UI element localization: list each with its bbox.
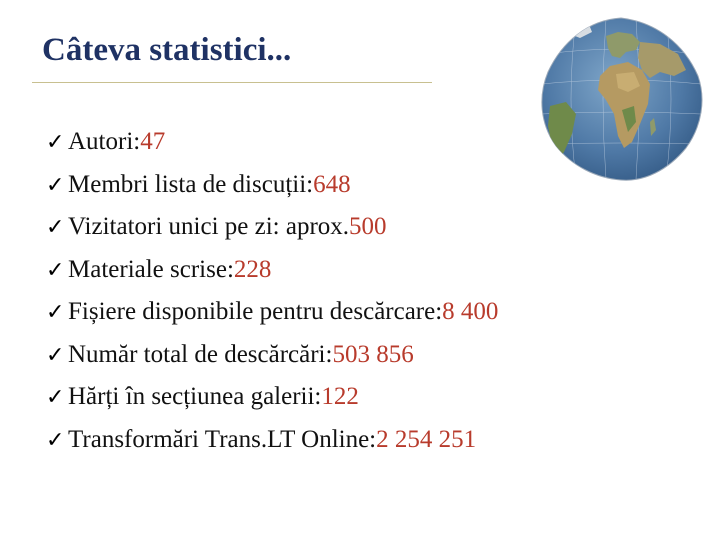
stat-value: 8 400	[442, 298, 499, 325]
stat-value: 648	[313, 170, 351, 198]
stat-label: Fișiere disponibile pentru descărcare:	[68, 298, 443, 325]
checkmark-icon: ✓	[46, 130, 65, 155]
stat-item-written-materials	[46, 256, 498, 299]
stat-value: 122	[321, 383, 359, 410]
stat-value: 500	[349, 213, 387, 240]
stats-list	[46, 128, 498, 468]
checkmark-icon: ✓	[46, 172, 65, 198]
stat-item-authors	[46, 128, 498, 171]
stat-label: Transformări Trans.LT Online:	[68, 425, 377, 453]
globe-map-icon	[536, 14, 706, 184]
checkmark-icon: ✓	[46, 385, 65, 410]
checkmark-icon: ✓	[46, 300, 65, 325]
title-underline	[32, 82, 432, 83]
stat-item-translt-transformations	[46, 426, 498, 469]
stat-label: Vizitatori unici pe zi: aprox.	[68, 213, 350, 240]
checkmark-icon: ✓	[46, 257, 65, 283]
stat-label: Hărți în secțiunea galerii:	[68, 383, 322, 410]
checkmark-icon: ✓	[46, 342, 65, 368]
stat-value: 503 856	[332, 340, 414, 368]
stat-value: 47	[140, 128, 166, 155]
stat-value: 228	[233, 255, 272, 283]
checkmark-icon: ✓	[46, 215, 65, 240]
stat-item-daily-visitors	[46, 213, 498, 256]
checkmark-icon: ✓	[46, 427, 65, 453]
stat-item-gallery-maps	[46, 383, 498, 426]
stat-label: Autori:	[68, 128, 141, 155]
stat-item-total-downloads	[46, 341, 498, 384]
stat-item-mailing-list-members	[46, 171, 498, 214]
stat-label: Materiale scrise:	[68, 255, 234, 283]
slide-title: Câteva statistici...	[42, 32, 292, 68]
stat-value: 2 254 251	[376, 425, 477, 453]
stat-label: Număr total de descărcări:	[68, 340, 333, 368]
stat-label: Membri lista de discuții:	[68, 170, 314, 198]
stat-item-downloadable-files	[46, 298, 498, 341]
